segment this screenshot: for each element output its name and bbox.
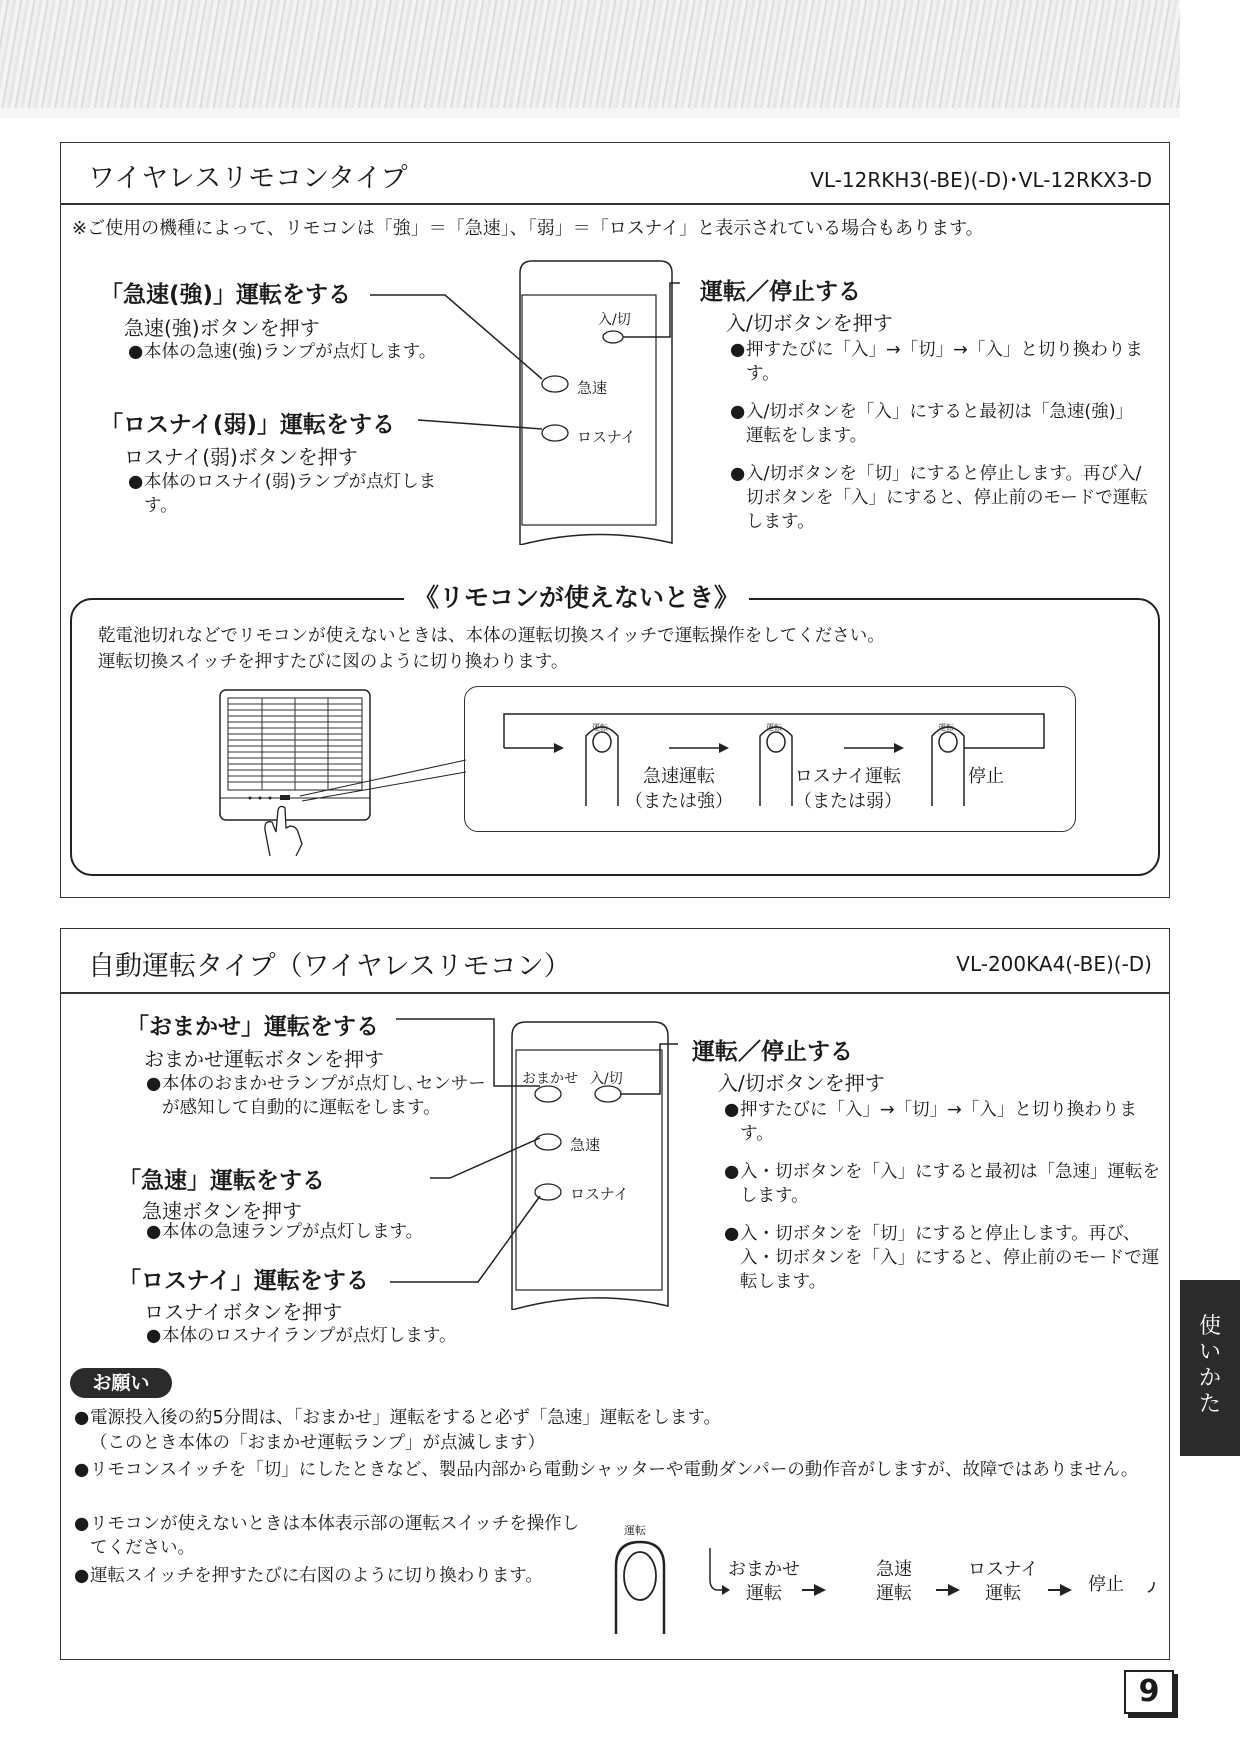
cycle-step-rapid: 急速 運転 [876,1559,912,1604]
sequence-step-rapid: 急速運転 （または強） [625,766,733,812]
page-number-shadow [1128,1712,1178,1718]
runstop-bullet: ● 入・切ボタンを「切」にすると停止します。再び、入・切ボタンを「入」にすると、停止前のモードで運転します。 [724,1224,1160,1292]
switch-label: 運転 [938,723,954,732]
page-number-shadow [1172,1674,1178,1714]
lossnay-bullet: ● 本体のロスナイランプが点灯します。 [146,1326,457,1346]
runstop-heading: 運転／停止する [700,279,861,305]
lossnay-bullet: ● 本体のロスナイ(弱)ランプが点灯します。 [128,472,437,516]
section-title: ワイヤレスリモコンタイプ [88,163,408,194]
fallback-text-2: 運転切換スイッチを押すたびに図のように切り換わります。 [98,652,569,672]
sequence-step-stop: 停止 [968,766,1004,787]
omakase-button-shape [535,1086,561,1102]
omakase-sub: おまかせ運転ボタンを押す [144,1047,384,1071]
cycle-step-stop: 停止 [1088,1574,1124,1595]
lossnay-heading: 「ロスナイ(弱)」運転をする [100,412,395,438]
remote-diagram-1 [360,255,690,545]
request-item: ● リモコンが使えないときは本体表示部の運転スイッチを操作してください。 [74,1514,580,1558]
request-badge: お願い [70,1368,172,1398]
divider [60,992,1170,994]
switch-label: 運転 [766,723,782,732]
onoff-button-shape [603,331,623,343]
runstop-bullet: ● 入/切ボタンを「入」にすると最初は「急速(強)」運転をします。 [730,402,1134,446]
switch-sequence-diagram [464,686,1076,832]
cycle-step-lossnay: ロスナイ 運転 [968,1559,1039,1604]
rapid-sub: 急速(強)ボタンを押す [124,316,320,340]
fallback-text-1: 乾電池切れなどでリモコンが使えないときは、本体の運転切換スイッチで運転操作をしてください。 [98,626,885,646]
page-number: 9 [1124,1670,1174,1714]
remote-label-rapid: 急速 [577,379,608,397]
request-item-note: （このとき本体の「おまかせ運転ランプ」が点滅します） [90,1433,545,1453]
rapid-heading: 「急速(強)」運転をする [100,282,352,308]
request-item: ● 電源投入後の約5分間は、「おまかせ」運転をすると必ず「急速」運転をします。 [74,1408,721,1428]
rapid-button-shape [535,1134,561,1150]
runstop-bullet: ● 入/切ボタンを「切」にすると停止します。再び入/切ボタンを「入」にすると、停止前のモードで運転します。 [730,464,1148,532]
runstop-heading: 運転／停止する [692,1039,853,1065]
model-number: VL-12RKH3(-BE)(-D)･VL-12RKX3-D [810,168,1152,192]
remote-label-onoff: 入/切 [598,312,631,328]
lossnay-heading: 「ロスナイ」運転をする [118,1268,369,1294]
lossnay-button-shape [542,425,568,441]
fallback-title: 《リモコンが使えないとき》 [404,578,749,614]
section-title: 自動運転タイプ（ワイヤレスリモコン） [88,951,571,982]
runstop-sub: 入/切ボタンを押す [718,1071,885,1095]
model-note: ※ご使用の機種によって、リモコンは「強」＝「急速」、「弱」＝「ロスナイ」と表示されている場合もあります。 [72,218,984,239]
side-tab [1180,1280,1240,1456]
remote-label-omakase: おまかせ [522,1071,578,1087]
rapid-button-shape [542,376,568,392]
request-item: ● リモコンスイッチを「切」にしたときなど、製品内部から電動シャッターや電動ダンパーの動作音がしますが、故障ではありません。 [74,1460,1139,1480]
onoff-button-shape [595,1086,621,1102]
lossnay-sub: ロスナイ(弱)ボタンを押す [124,445,358,469]
side-tab-label: 使いかた [1198,1314,1221,1417]
rapid-sub: 急速ボタンを押す [142,1199,302,1223]
remote-label-rapid: 急速 [570,1136,601,1154]
unit-illustration [210,680,480,860]
request-item: ● 運転スイッチを押すたびに右図のように切り換わります。 [74,1566,543,1586]
rapid-bullet: ● 本体の急速ランプが点灯します。 [146,1222,424,1242]
cycle-step-omakase: おまかせ 運転 [728,1559,800,1604]
runstop-bullet: ● 入・切ボタンを「入」にすると最初は「急速」運転をします。 [724,1162,1160,1206]
remote-diagram-2 [370,1010,690,1310]
rapid-bullet: ● 本体の急速(強)ランプが点灯します。 [128,342,437,362]
omakase-heading: 「おまかせ」運転をする [126,1014,379,1040]
omakase-bullet: ● 本体のおまかせランプが点灯し､センサーが感知して自動的に運転をします。 [146,1074,486,1118]
switch-label: 運転 [624,1524,646,1537]
switch-finger-icon [610,1536,670,1636]
switch-label: 運転 [592,723,608,732]
divider [60,203,1170,205]
lossnay-sub: ロスナイボタンを押す [144,1300,343,1324]
remote-label-lossnay: ロスナイ [577,428,636,446]
remote-label-onoff: 入/切 [590,1071,623,1087]
model-number: VL-200KA4(-BE)(-D) [956,952,1152,976]
runstop-sub: 入/切ボタンを押す [726,311,893,335]
remote-label-lossnay: ロスナイ [570,1185,629,1203]
runstop-bullets [724,1098,1164,1294]
runstop-bullet: ● 押すたびに「入」→「切」→「入」と切り換わります。 [724,1100,1137,1144]
header-texture [0,0,1180,118]
runstop-bullet: ● 押すたびに「入」→「切」→「入」と切り換わります。 [730,340,1143,384]
rapid-heading: 「急速」運転をする [118,1168,325,1194]
sequence-step-lossnay: ロスナイ運転 （または弱） [794,766,902,812]
runstop-bullets [730,338,1150,534]
